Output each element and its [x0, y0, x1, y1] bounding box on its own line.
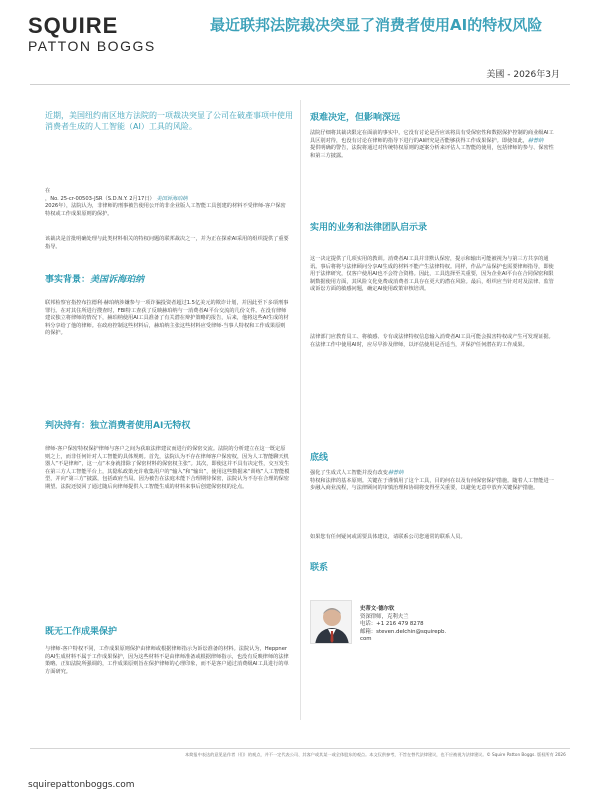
- contact-email[interactable]: 邮箱：steven.delchin@squirepb.: [360, 628, 447, 635]
- footer-disclaimer: 本简报中表达的意见是作者（们）的观点，并不一定代表公司、其客户或其某一或全体股东的观点。本文仅供参考，不旨在替代法律建议，也不应被视为法律建议。© Squire Patton Boggs. 版权所有 2026: [185, 752, 566, 757]
- footer-divider: [30, 748, 570, 749]
- lessons-section: [310, 222, 558, 349]
- logo-line-squire: SQUIRE: [28, 13, 119, 38]
- risk-judge-name: 赫普纳: [527, 137, 544, 144]
- facts-heading-prefix: 事实背景：: [45, 275, 91, 285]
- footer-website-link[interactable]: squirepattonboggs.com: [28, 780, 135, 790]
- contact-role: 资深律师，克利夫兰: [360, 613, 409, 620]
- risk-body-after: 提供明确的警告，法院将通过对传统特权原则的逐案分析来评估人工智能的使用，包括律师的参与、保密性和第三方披露。: [310, 145, 554, 159]
- bottom-line-before: 强化了生成式人工智能并没有改变: [310, 470, 388, 476]
- intro-paragraph: 近期，美国纽约南区地方法院的一项裁决突显了公司在破產事项中使用消费者生成的人工智能（AI）工具的风险。: [45, 111, 293, 131]
- document-header: [0, 0, 600, 90]
- document-title: 最近联邦法院裁决突显了消费者使用AI的特权风险: [210, 16, 543, 34]
- facts-section: [45, 274, 290, 338]
- contact-prompt: 如果您有任何疑问或需要具体建议，请联系公司您通常的联系人员。: [310, 534, 466, 540]
- region-date: 美國 - 2026年3月: [486, 70, 560, 80]
- contact-name: 史蒂文·德尔钦: [360, 606, 395, 612]
- case-citation-text: ，No. 25-cr-00503-JSR（S.D.N.Y. 2月17日）: [45, 195, 155, 202]
- contact-info: [360, 606, 550, 644]
- facts-heading: [45, 274, 290, 286]
- case-citation-block: [45, 188, 290, 218]
- firm-logo: [28, 14, 178, 54]
- bottom-line-after: 特权和法律的基本原则。关键在于谨慎用了这个工具，目的何在以及有何保密保护措施。随着人工智能进一步融入商业流程，与法律顾问的审慎治理和协调将变得至关重要，以避免无意中放弃关键保护措施。: [310, 477, 554, 492]
- case-name-text: 美国诉海珀纳: [156, 195, 188, 202]
- lessons-body-2: 法律部门应教育员工、将敏感、专有或法律特权信息输入消费者AI工具可能会损害特权或产生可发现证据。在法律工作中使用AI时，应尽早涉及律师，以评估使用是否适当，并保护任何潜在的工作成果。: [310, 333, 554, 348]
- person-photo-icon: [311, 601, 352, 644]
- contact-prompt-block: [310, 534, 558, 542]
- header-divider: [30, 84, 570, 85]
- holding-heading: 判决持有：独立消费者使用AI无特权: [45, 421, 191, 431]
- case-lead-text: 在: [45, 188, 51, 194]
- contact-email-continued[interactable]: com: [360, 636, 372, 643]
- risk-body: [310, 130, 558, 160]
- facts-heading-case: 美国诉海珀纳: [90, 275, 145, 285]
- bottom-line-heading: 底线: [310, 453, 329, 463]
- risk-body-before: 法院仔细将其裁决限定在面前的事实中，它没有讨论是否应该将具有受保密性和数据保护控制的商业级AI工具区别对待，也没有讨论在律师的指导下进行的AI研究是否能够获得工作成果保护。即使如此，: [310, 130, 554, 144]
- case-citation-paragraph: [45, 188, 290, 218]
- work-product-section: [45, 626, 290, 676]
- logo-line-patton-boggs: PATTON BOGGS: [28, 38, 156, 54]
- contact-card: [310, 600, 555, 650]
- risk-section: [310, 112, 558, 160]
- risk-heading: 艰难决定，但影响深远: [310, 113, 401, 123]
- bottom-line-body: [310, 470, 558, 493]
- work-product-body: 与律师-客户特权不同，工作成果原则保护由律师或根据律师指示为诉讼准备的材料。法院认为，Heppner的AI生成材料不属于工作成果保护，因为这些材料不是由律师准备或根据律师指示，也没有反映律师的法律策略。正如法院所强调的，工作成果原则旨在保护律师的心理印象，而不是客户通过消费级AI工具进行的单方面研究。: [45, 646, 289, 675]
- lessons-heading: 实用的业务和法律团队启示录: [310, 223, 428, 233]
- contacts-heading: 联系: [310, 563, 329, 573]
- summary-paragraph: 该裁决是首批明确处理与此类材料相关的特权问题的联邦裁决之一，并为正在探索AI采用的组织提供了重要指导。: [45, 236, 289, 250]
- contacts-section: [310, 562, 558, 574]
- summary-block: [45, 236, 290, 251]
- column-divider: [300, 100, 301, 720]
- bottom-line-judge-name: 赫普纳: [387, 470, 404, 476]
- contact-avatar: [310, 600, 352, 644]
- case-rest-text: 2026年），法院认为，非律师的刑事被告使用公开的非企业版人工智能工具创建的材料不受律师-客户保密特权或工作成果原则的保护。: [45, 203, 286, 217]
- facts-body: 联邦检察官指控布拉德利·赫珀纳涉嫌参与一项诈骗投资者超过1.5亿美元的欺诈计划，并因此至下多项刑事罪行。在对其住所进行搜查时，FBI特工查获了反映赫珀纳与一消费者AI平台交流的几份文件。在没有律师建议独立将律师的情况下，赫珀纳使用AI工具准备了有关潜在辩护策略的报告，后来，他将这些AI生成的材料分享给了他的律师。在政府控制这些材料后，赫珀纳主张这些材料应受律师-当事人特权和工作成果原则的保护。: [45, 300, 289, 337]
- bottom-line-section: [310, 452, 558, 493]
- holding-section: [45, 420, 290, 492]
- lessons-body-1: 这一决定提供了几项实用的教训。消费者AI工具并非默认保密，提示和输出可能被视为与第三方共享的通讯。事后将将与法律顾问分享AI生成的材料不能产生法律特权。同样，作品产品保护也需要律师指导，即使用于法律研究，仅客户使用AI也不会符合资格。因此，工具选择至关重要，因为企业AI平台在合同保密和限制数据使用方面，其风险文化免费或消费者工具存在更大的潜在风险。最后，组织应当针对对及法律、监管或诉讼方面的敏感问题，确定AI使用政策审核培训。: [310, 256, 554, 293]
- holding-body: 律师-客户保密特权保护律师与客户之间为获取法律建议而进行的保密交流。法院的分析建立在这一既定原则之上，而非任何针对人工智能的具体规则。首先，法院认为不存在律师客户保密权，因为人工智能聊天机器人“不是律师”，这一点“本身就排除了保密材料的保密权主张”。其次，即使这并不具有决定性，交互发生在第三方人工智能平台上，其隐私政策允许收集用户的“输入”和“输出”，使用这些数据来“训练”人工智能模型，并向“第三方”披露，包括政府当局。因为被告在法庭未能下合理期待保密，法院认为不存在合理的保密期望。法院还驳回了通过随后向律师提供人工智能生成的材料来事后创建保密权的论点。: [45, 446, 290, 490]
- work-product-heading: 既无工作成果保护: [45, 627, 118, 637]
- contact-phone[interactable]: 电话：+1 216 479 8278: [360, 621, 424, 628]
